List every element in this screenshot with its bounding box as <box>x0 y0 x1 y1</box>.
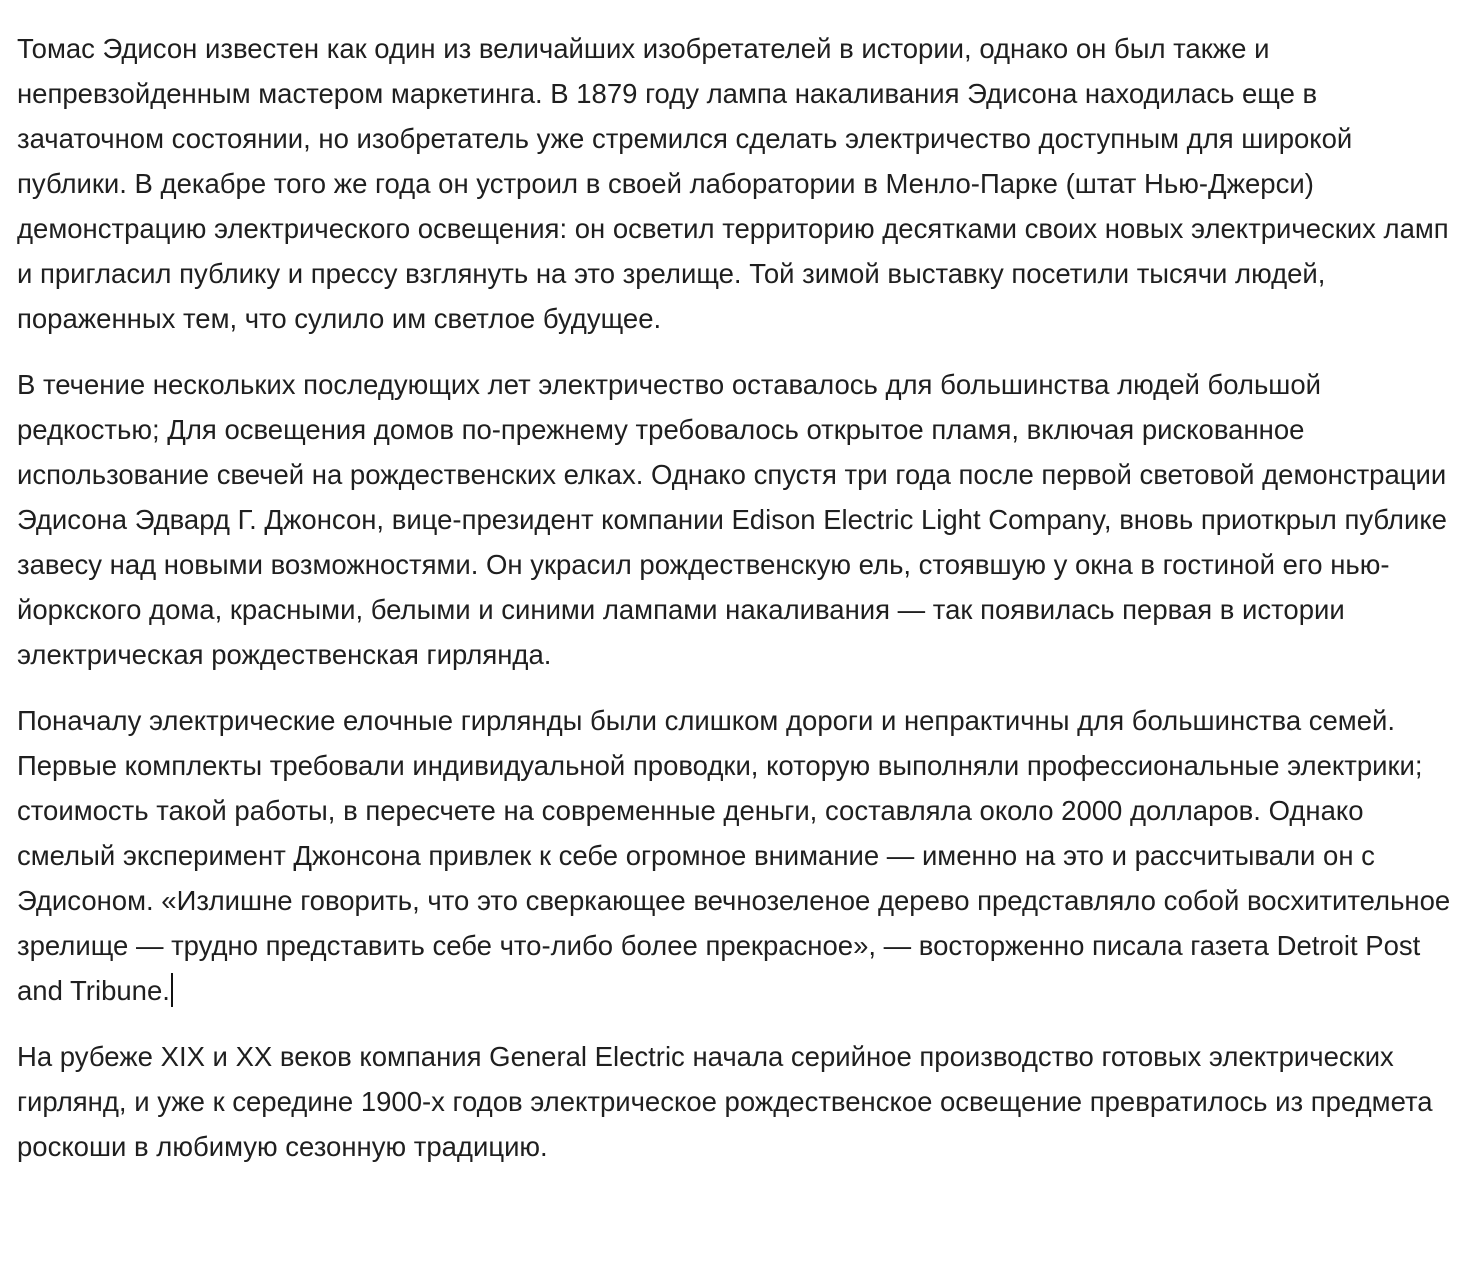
paragraph-early-garlands <box>17 698 1463 1013</box>
paragraph-mass-production: На рубеже XIX и XX веков компания General Electric начала серийное производство готовых электрических гирлянд, и уже к середине 1900-х годов электрическое рождественское освещение превратилось из предмета роскоши в любимую сезонную традицию. <box>17 1041 1433 1162</box>
paragraph-early-garlands-text: Поначалу электрические елочные гирлянды были слишком дороги и непрактичны для большинства семей. Первые комплекты требовали индивидуальной проводки, которую выполняли профессиональные электрики; стоимость такой работы, в пересчете на современные деньги, составляла около 2000 долларов. Однако смелый эксперимент Джонсона привлек к себе огромное внимание — именно на это и рассчитывали он с Эдисоном. «Излишне говорить, что это сверкающее вечнозеленое дерево представляло собой восхитительное зрелище — трудно представить себе что-либо более прекрасное», — восторженно писала газета Detroit Post and Tribune. <box>17 705 1451 1006</box>
paragraph-edison-marketing: Томас Эдисон известен как один из величайших изобретателей в истории, однако он был также и непревзойденным мастером маркетинга. В 1879 году лампа накаливания Эдисона находилась еще в зачаточном состоянии, но изобретатель уже стремился сделать электричество доступным для широкой публики. В декабре того же года он устроил в своей лаборатории в Менло-Парке (штат Нью-Джерси) демонстрацию электрического освещения: он осветил территорию десятками своих новых электрических ламп и пригласил публику и прессу взглянуть на это зрелище. Той зимой выставку посетили тысячи людей, пораженных тем, что сулило им светлое будущее. <box>17 33 1449 334</box>
text-cursor <box>171 973 173 1007</box>
paragraph-first-christmas-lights: В течение нескольких последующих лет электричество оставалось для большинства людей большой редкостью; Для освещения домов по-прежнему требовалось открытое пламя, включая рискованное использование свечей на рождественских елках. Однако спустя три года после первой световой демонстрации Эдисона Эдвард Г. Джонсон, вице-президент компании Edison Electric Light Company, вновь приоткрыл публике завесу над новыми возможностями. Он украсил рождественскую ель, стоявшую у окна в гостиной его нью-йоркского дома, красными, белыми и синими лампами накаливания — так появилась первая в истории электрическая рождественская гирлянда. <box>17 369 1447 670</box>
